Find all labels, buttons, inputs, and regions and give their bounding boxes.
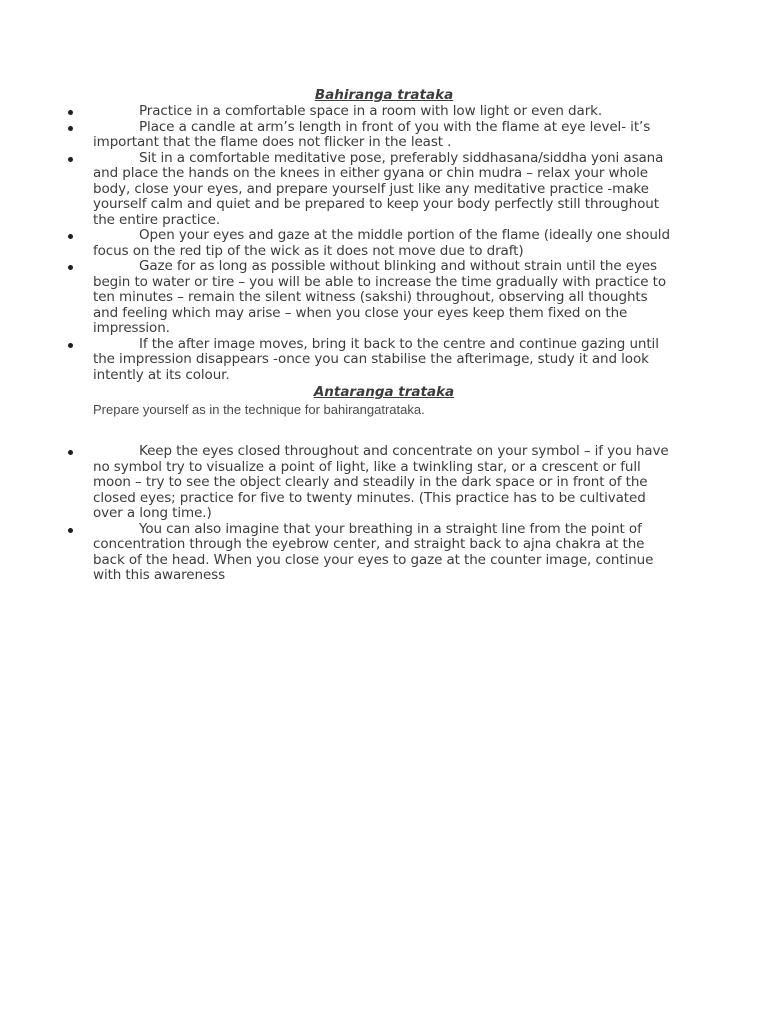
- list-item: [0, 522, 675, 584]
- section-heading-antaranga: Antaranga trataka: [313, 384, 455, 400]
- bullet-icon: [68, 234, 73, 239]
- list-item-text: If the after image moves, bring it back to the centre and continue gazing until the impression disappears -once you can stabilise the afterimage, study it and look intently at its colour.: [93, 335, 659, 383]
- bullet-icon: [68, 343, 73, 348]
- list-item-text: Open your eyes and gaze at the middle portion of the flame (ideally one should focus on the red tip of the wick as it does not move due to draft): [93, 227, 670, 259]
- bullet-icon: [68, 110, 73, 115]
- list-item-text: Sit in a comfortable meditative pose, preferably siddhasana/siddha yoni asana and place the hands on the knees in either gyana or chin mudra – relax your whole body, close your eyes, and prepare yourself just like any meditative practice -make yourself calm and quiet and be prepared to keep your body perfectly still throughout the entire practice.: [93, 149, 664, 228]
- list-item-text: Place a candle at arm’s length in front of you with the flame at eye level- it’s important that the flame does not flicker in the least .: [93, 118, 651, 150]
- list-item: [0, 228, 675, 259]
- list-item: [0, 120, 675, 151]
- list-item: [0, 151, 675, 229]
- bullet-icon: [68, 450, 73, 455]
- bullet-icon: [68, 157, 73, 162]
- list-item: [0, 337, 675, 384]
- list-item-text: Gaze for as long as possible without blinking and without strain until the eyes begin to water or tire – you will be able to increase the time gradually with practice to ten minutes – remain the silent witness (sakshi) throughout, observing all thoughts and feeling which may arise – when you close your eyes keep them fixed on the impression.: [93, 258, 667, 336]
- list-item: [0, 259, 675, 337]
- list-item-text: You can also imagine that your breathing in a straight line from the point of concentration through the eyebrow center, and straight back to ajna chakra at the back of the head. When you close your eyes to gaze at the counter image, continue with this awareness: [93, 520, 654, 583]
- list-item: [0, 444, 675, 522]
- list-item-text: Practice in a comfortable space in a room with low light or even dark.: [139, 103, 603, 119]
- list-item: [0, 104, 675, 120]
- bullet-icon: [68, 265, 73, 270]
- list-item-text: Keep the eyes closed throughout and concentrate on your symbol – if you have no symbol try to visualize a point of light, like a twinkling star, or a crescent or full moon – try to see the object clearly and steadily in the dark space or in front of the closed eyes; practice for five to twenty minutes. (This practice has to be cultivated over a long time.): [93, 443, 669, 521]
- bullet-icon: [68, 126, 73, 131]
- bullet-icon: [68, 528, 73, 533]
- antaranga-steps-list: [0, 444, 768, 584]
- antaranga-intro: Prepare yourself as in the technique for bahirangatrataka.: [93, 402, 425, 417]
- bahiranga-steps-list: [0, 104, 768, 383]
- section-heading-bahiranga: Bahiranga trataka: [314, 87, 454, 103]
